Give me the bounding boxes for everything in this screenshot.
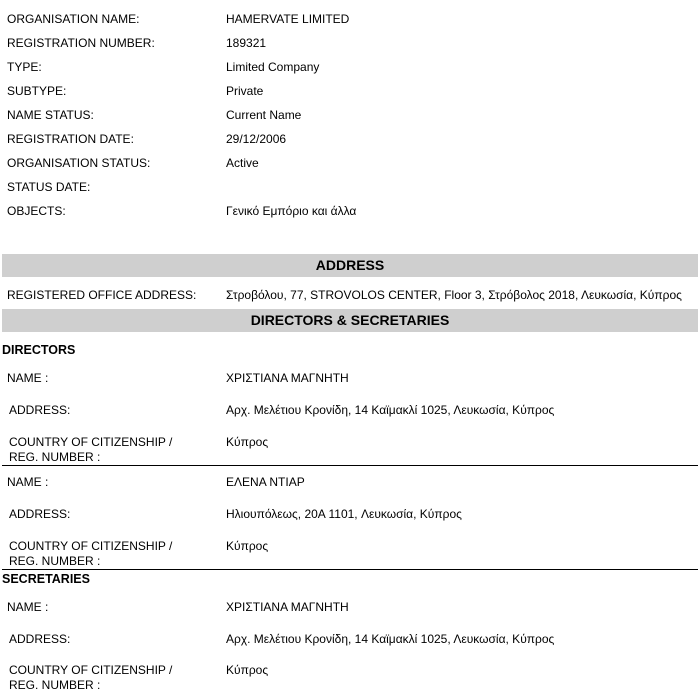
objects-label: OBJECTS: xyxy=(7,204,66,218)
secretary-name-label: NAME : xyxy=(7,600,49,614)
director-country-value: Κύπρος xyxy=(226,435,269,449)
objects-value: Γενικό Εμπόριο και άλλα xyxy=(226,204,357,218)
secretary-country-label-line1: COUNTRY OF CITIZENSHIP / xyxy=(9,663,173,677)
director-address-label: ADDRESS: xyxy=(9,403,71,417)
director-name-value: ΧΡΙΣΤΙΑΝΑ ΜΑΓΝΗΤΗ xyxy=(226,371,349,385)
organisation-name-value: HAMERVATE LIMITED xyxy=(226,12,350,26)
address-section-header: ADDRESS xyxy=(2,254,698,277)
organisation-name-label: ORGANISATION NAME: xyxy=(7,12,140,26)
directors-secretaries-section-header: DIRECTORS & SECRETARIES xyxy=(2,309,698,332)
registration-number-label: REGISTRATION NUMBER: xyxy=(7,36,155,50)
name-status-value: Current Name xyxy=(226,108,302,122)
director-address-value: Ηλιουπόλεως, 20A 1101, Λευκωσία, Κύπρος xyxy=(226,507,462,521)
secretary-address-label: ADDRESS: xyxy=(9,632,71,646)
director-country-label-line2: REG. NUMBER : xyxy=(9,554,101,568)
directors-subheading: DIRECTORS xyxy=(2,343,76,357)
director-separator xyxy=(2,465,698,466)
director-address-label: ADDRESS: xyxy=(9,507,71,521)
director-country-value: Κύπρος xyxy=(226,539,269,553)
director-separator xyxy=(2,569,698,570)
secretaries-subheading: SECRETARIES xyxy=(2,572,90,586)
subtype-value: Private xyxy=(226,84,264,98)
director-country-label-line1: COUNTRY OF CITIZENSHIP / xyxy=(9,539,173,553)
organisation-status-value: Active xyxy=(226,156,259,170)
director-name-label: NAME : xyxy=(7,475,49,489)
registration-date-value: 29/12/2006 xyxy=(226,132,287,146)
director-country-label-line2: REG. NUMBER : xyxy=(9,450,101,464)
secretary-address-value: Αρχ. Μελέτιου Κρονίδη, 14 Καϊμακλί 1025, Λευκωσία, Κύπρος xyxy=(226,632,555,646)
secretary-country-value: Κύπρος xyxy=(226,663,269,677)
director-name-label: NAME : xyxy=(7,371,49,385)
registered-office-address-value: Στροβόλου, 77, STROVOLOS CENTER, Floor 3, Στρόβολος 2018, Λευκωσία, Κύπρος xyxy=(226,288,682,302)
status-date-label: STATUS DATE: xyxy=(7,180,91,194)
type-value: Limited Company xyxy=(226,60,320,74)
director-name-value: ΕΛΕΝΑ ΝΤΙΑΡ xyxy=(226,475,305,489)
organisation-status-label: ORGANISATION STATUS: xyxy=(7,156,151,170)
secretary-country-label-line2: REG. NUMBER : xyxy=(9,678,101,692)
director-address-value: Αρχ. Μελέτιου Κρονίδη, 14 Καϊμακλί 1025, Λευκωσία, Κύπρος xyxy=(226,403,555,417)
registration-number-value: 189321 xyxy=(226,36,267,50)
subtype-label: SUBTYPE: xyxy=(7,84,67,98)
name-status-label: NAME STATUS: xyxy=(7,108,94,122)
registered-office-address-label: REGISTERED OFFICE ADDRESS: xyxy=(7,288,197,302)
director-country-label-line1: COUNTRY OF CITIZENSHIP / xyxy=(9,435,173,449)
registration-date-label: REGISTRATION DATE: xyxy=(7,132,134,146)
type-label: TYPE: xyxy=(7,60,42,74)
secretary-name-value: ΧΡΙΣΤΙΑΝΑ ΜΑΓΝΗΤΗ xyxy=(226,600,349,614)
